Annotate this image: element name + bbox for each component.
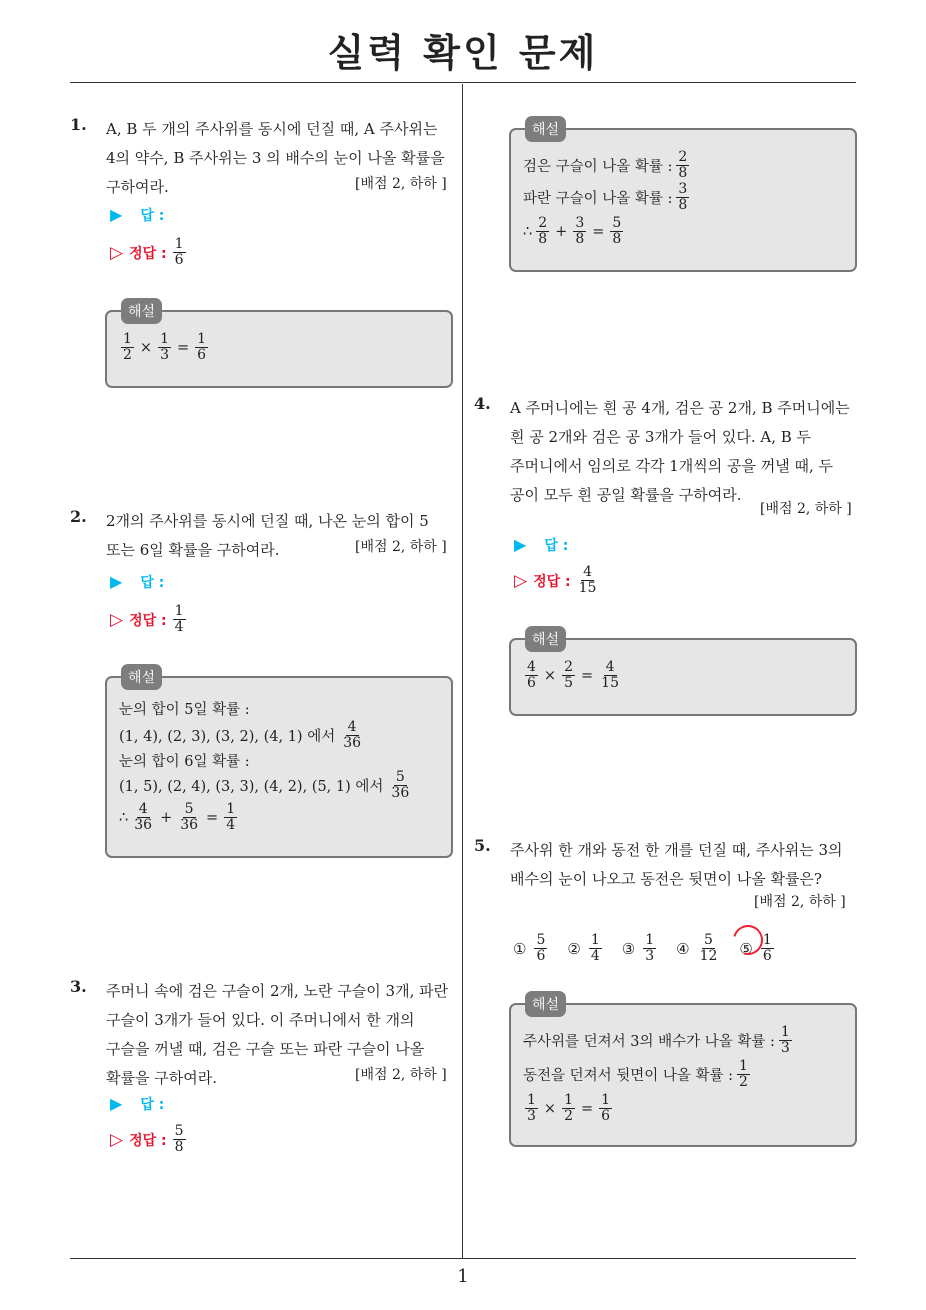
page-number: 1	[457, 1266, 469, 1287]
choice-2[interactable]: ② $\frac{1}{4}$	[567, 932, 600, 964]
choice-1[interactable]: ① $\frac{5}{6}$	[513, 932, 546, 964]
correct-answer-fraction: $\frac{5}{8}$	[174, 1123, 184, 1155]
column-divider	[462, 84, 463, 1259]
solution-line: 눈의 합이 6일 확률 :	[119, 754, 250, 770]
problem-number: 2.	[70, 507, 87, 526]
problem-line: 주머니에서 임의로 각각 1개씩의 공을 꺼낼 때, 두	[510, 457, 833, 475]
answer-label: 답 :	[140, 1097, 165, 1113]
problem-line: 구슬을 꺼낼 때, 검은 구슬 또는 파란 구슬이 나올	[106, 1040, 425, 1058]
solution-box	[105, 670, 453, 858]
problem-line: A, B 두 개의 주사위를 동시에 던질 때, A 주사위는	[106, 120, 438, 138]
play-triangle-icon: ▶	[110, 1094, 123, 1113]
solution-box	[509, 122, 857, 272]
solution-line: $\frac{4}{6}$ × $\frac{2}{5}$ = $\frac{4}{15}$	[527, 659, 619, 691]
solution-tag: 해설	[525, 626, 566, 652]
problem-number: 3.	[70, 977, 87, 996]
score-meta: [배점 2, 하하 ]	[760, 501, 852, 517]
solution-box	[509, 997, 857, 1147]
solution-line: $\frac{1}{3}$ × $\frac{1}{2}$ = $\frac{1}{6}$	[527, 1092, 611, 1124]
solution-tag: 해설	[121, 298, 162, 324]
solution-box	[105, 304, 453, 388]
choice-3[interactable]: ③ $\frac{1}{3}$	[621, 932, 655, 964]
answer-row	[514, 535, 568, 555]
solution-line: (1, 5), (2, 4), (3, 3), (4, 2), (5, 1) 에서 $\frac{5}{36}$	[119, 769, 410, 801]
solution-tag: 해설	[121, 664, 162, 690]
correct-answer-fraction: $\frac{1}{4}$	[174, 603, 184, 635]
answer-label: 답 :	[140, 575, 165, 591]
problem-line: A 주머니에는 흰 공 4개, 검은 공 2개, B 주머니에는	[510, 399, 850, 417]
answer-label: 답 :	[544, 538, 569, 554]
solution-box	[509, 632, 857, 716]
score-meta: [배점 2, 하하 ]	[355, 1067, 447, 1083]
score-meta: [배점 2, 하하 ]	[754, 894, 846, 910]
problem-line: 구슬이 3개가 들어 있다. 이 주머니에서 한 개의	[106, 1011, 415, 1029]
problem-line: 확률을 구하여라.	[106, 1069, 217, 1087]
solution-line: ∴ $\frac{4}{36}$ + $\frac{5}{36}$ = $\frac{1}{4}$	[119, 801, 236, 833]
play-triangle-icon: ▶	[110, 572, 123, 591]
solution-line: $\frac{1}{2}$ × $\frac{1}{3}$ = $\frac{1}{6}$	[123, 331, 207, 363]
problem-line: 주머니 속에 검은 구슬이 2개, 노란 구슬이 3개, 파란	[106, 982, 449, 1000]
problem-line: 공이 모두 흰 공일 확률을 구하여라.	[510, 486, 742, 504]
solution-line: 검은 구슬이 나올 확률 : $\frac{2}{8}$	[523, 149, 688, 181]
answer-row	[110, 1094, 164, 1114]
correct-label: 정답 :	[129, 1132, 167, 1149]
problem-text	[510, 836, 843, 894]
solution-line: 주사위를 던져서 3의 배수가 나올 확률 : $\frac{1}{3}$	[523, 1024, 790, 1056]
correct-answer-row	[110, 237, 188, 268]
correct-answer-row	[110, 1124, 188, 1155]
problem-line: 또는 6일 확률을 구하여라.	[106, 541, 280, 559]
top-rule	[70, 82, 856, 83]
solution-line: (1, 4), (2, 3), (3, 2), (4, 1) 에서 $\frac{4}{36}$	[119, 719, 362, 751]
correct-answer-row	[514, 565, 600, 596]
problem-line: 흰 공 2개와 검은 공 3개가 들어 있다. A, B 두	[510, 428, 812, 446]
problem-text	[510, 394, 850, 510]
play-triangle-icon: ▶	[514, 535, 527, 554]
outline-triangle-icon: ▷	[110, 1129, 124, 1150]
solution-line: 눈의 합이 5일 확률 :	[119, 702, 250, 718]
outline-triangle-icon: ▷	[110, 242, 124, 263]
problem-line: 4의 약수, B 주사위는 3 의 배수의 눈이 나올 확률을	[106, 149, 445, 167]
problem-line: 주사위 한 개와 동전 한 개를 던질 때, 주사위는 3의	[510, 841, 843, 859]
score-meta: [배점 2, 하하 ]	[355, 539, 447, 555]
answer-row	[110, 572, 164, 592]
correct-answer-fraction: $\frac{1}{6}$	[174, 236, 184, 268]
score-meta: [배점 2, 하하 ]	[355, 176, 447, 192]
correct-answer-fraction: $\frac{4}{15}$	[578, 564, 597, 596]
play-triangle-icon: ▶	[110, 205, 123, 224]
correct-label: 정답 :	[129, 612, 167, 629]
correct-answer-row	[110, 604, 188, 635]
answer-choices	[513, 933, 794, 964]
answer-row	[110, 205, 164, 225]
solution-line: ∴ $\frac{2}{8}$ + $\frac{3}{8}$ = $\frac{5}{8}$	[523, 215, 622, 247]
correct-label: 정답 :	[533, 573, 571, 590]
problem-number: 5.	[474, 836, 491, 855]
bottom-rule	[70, 1258, 856, 1259]
solution-line: 동전을 던져서 뒷면이 나올 확률 : $\frac{1}{2}$	[523, 1058, 748, 1090]
correct-label: 정답 :	[129, 245, 167, 262]
solution-tag: 해설	[525, 991, 566, 1017]
problem-number: 4.	[474, 394, 491, 413]
page-title: 실력 확인 문제	[327, 31, 599, 75]
choice-5[interactable]: ⑤ $\frac{1}{6}$	[739, 933, 775, 964]
outline-triangle-icon: ▷	[110, 609, 124, 630]
problem-line: 구하여라.	[106, 178, 169, 196]
problem-line: 2개의 주사위를 동시에 던질 때, 나온 눈의 합이 5	[106, 512, 429, 530]
answer-label: 답 :	[140, 208, 165, 224]
outline-triangle-icon: ▷	[514, 570, 528, 591]
problem-number: 1.	[70, 115, 87, 134]
problem-line: 배수의 눈이 나오고 동전은 뒷면이 나올 확률은?	[510, 870, 822, 888]
solution-line: 파란 구슬이 나올 확률 : $\frac{3}{8}$	[523, 181, 688, 213]
solution-tag: 해설	[525, 116, 566, 142]
choice-4[interactable]: ④ $\frac{5}{12}$	[676, 932, 718, 964]
